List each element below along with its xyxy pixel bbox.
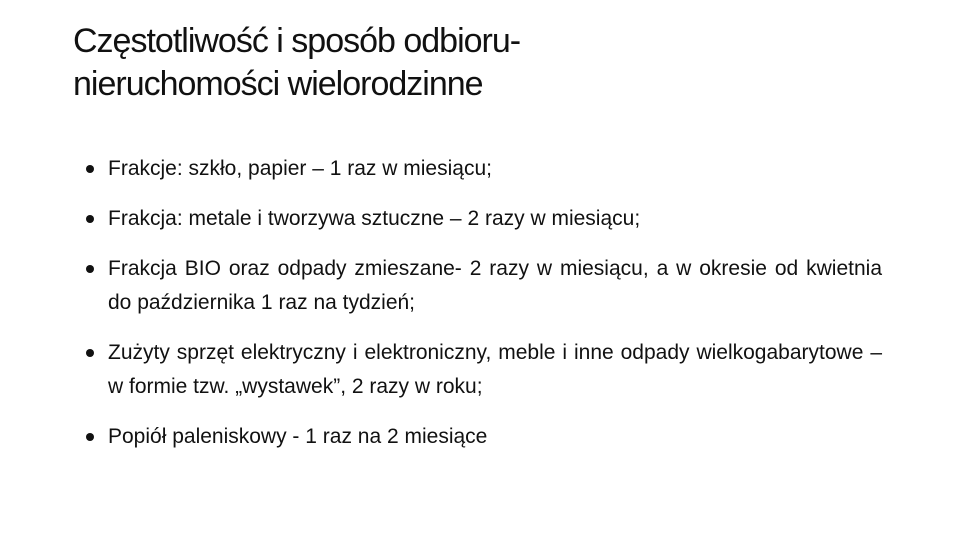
bullet-text: Zużyty sprzęt elektryczny i elektroniczny, meble i inne odpady wielkogabarytowe – w formie tzw. „wystawek”, 2 razy w roku; <box>108 341 882 398</box>
slide-title <box>73 20 893 106</box>
bullet-dot-icon <box>86 215 94 223</box>
bullet-list <box>86 152 882 454</box>
bullet-item <box>86 336 882 404</box>
bullet-item <box>86 252 882 320</box>
bullet-dot-icon <box>86 265 94 273</box>
bullet-text: Frakcje: szkło, papier – 1 raz w miesiącu; <box>108 157 492 180</box>
slide-title-line-1: Częstotliwość i sposób odbioru- <box>73 22 521 60</box>
bullet-dot-icon <box>86 165 94 173</box>
bullet-dot-icon <box>86 349 94 357</box>
bullet-item <box>86 420 882 454</box>
bullet-text: Popiół paleniskowy - 1 raz na 2 miesiące <box>108 425 488 448</box>
slide-title-line-2: nieruchomości wielorodzinne <box>73 65 483 103</box>
bullet-text: Frakcja: metale i tworzywa sztuczne – 2 razy w miesiącu; <box>108 207 641 230</box>
bullet-item <box>86 152 882 186</box>
bullet-text: Frakcja BIO oraz odpady zmieszane- 2 razy w miesiącu, a w okresie od kwietnia do października 1 raz na tydzień; <box>108 257 882 314</box>
bullet-dot-icon <box>86 433 94 441</box>
bullet-item <box>86 202 882 236</box>
